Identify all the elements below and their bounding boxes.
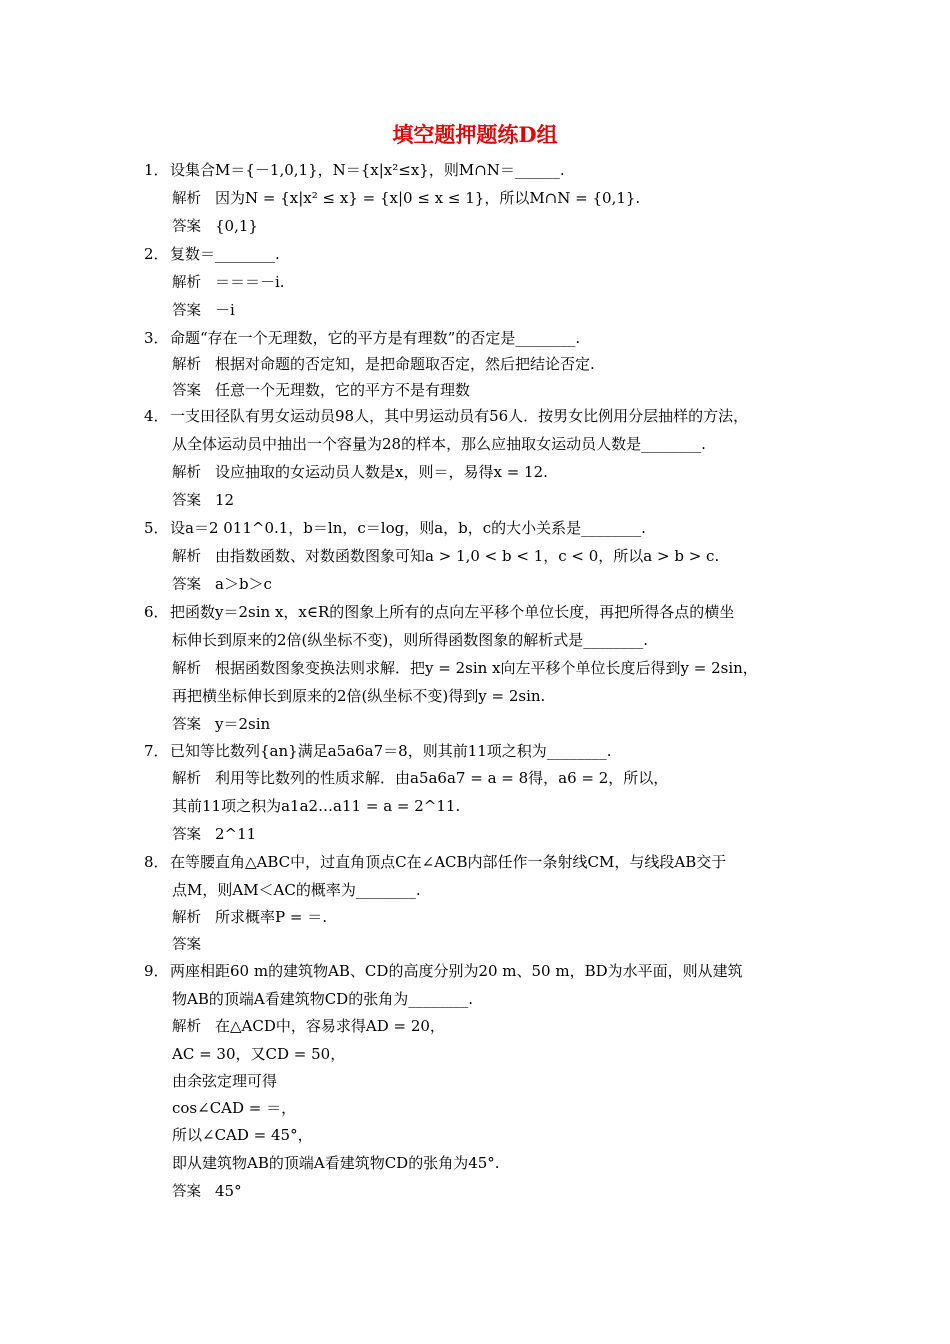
analysis-2 (172, 272, 285, 293)
analysis-text: ＝＝＝－i. (215, 273, 285, 291)
question-number: 9． (144, 962, 169, 980)
question-6-cont (172, 630, 648, 650)
answer-text: {0,1} (215, 217, 258, 235)
analysis-9-line-3 (172, 1071, 277, 1091)
answer-label: 答案 (172, 219, 201, 235)
analysis-9-line-2 (172, 1044, 345, 1064)
question-stem: 复数＝________. (170, 245, 280, 263)
answer-7 (172, 824, 256, 845)
answer-label: 答案 (172, 493, 201, 509)
analysis-label: 解析 (172, 549, 201, 565)
analysis-text-line-6: 即从建筑物AB的顶端A看建筑物CD的张角为45°. (172, 1154, 500, 1172)
answer-text: 12 (215, 491, 235, 509)
question-4 (144, 406, 748, 426)
question-number: 7． (144, 742, 169, 760)
answer-label: 答案 (172, 717, 201, 733)
answer-label: 答案 (172, 1184, 201, 1200)
question-6 (144, 602, 734, 622)
answer-text: y＝2sin (215, 715, 271, 733)
question-stem-line-1: 在等腰直角△ABC中，过直角顶点C在∠ACB内部任作一条射线CM，与线段AB交于 (170, 853, 727, 871)
analysis-7-cont (172, 796, 460, 816)
answer-label: 答案 (172, 577, 201, 593)
answer-1 (172, 216, 258, 237)
analysis-6-cont (172, 686, 545, 706)
analysis-text-line-1: 利用等比数列的性质求解．由a5a6a7 = a = 8得，a6 = 2，所以， (215, 769, 669, 787)
analysis-label: 解析 (172, 275, 201, 291)
analysis-text: 因为N = {x|x² ≤ x} = {x|0 ≤ x ≤ 1}，所以M∩N = {0,1}. (215, 189, 641, 207)
answer-label: 答案 (172, 827, 201, 843)
question-stem: 设a＝2 011^0.1，b＝ln，c＝log，则a，b，c的大小关系是________. (170, 519, 646, 537)
answer-4 (172, 490, 234, 511)
question-1 (144, 160, 565, 180)
question-7 (144, 741, 612, 761)
analysis-7 (172, 768, 668, 789)
question-5 (144, 518, 646, 538)
analysis-9-line-6 (172, 1153, 500, 1173)
question-stem-line-1: 一支田径队有男女运动员98人，其中男运动员有56人．按男女比例用分层抽样的方法， (170, 407, 749, 425)
question-number: 1． (144, 161, 169, 179)
analysis-text-line-2: AC = 30，又CD = 50， (172, 1045, 346, 1063)
analysis-text-line-5: 所以∠CAD = 45°， (172, 1126, 313, 1144)
question-number: 8． (144, 853, 169, 871)
analysis-9-line-5 (172, 1125, 313, 1145)
analysis-4 (172, 462, 548, 483)
question-number: 3． (144, 329, 169, 347)
question-8 (144, 852, 726, 872)
answer-2 (172, 300, 235, 321)
answer-label: 答案 (172, 937, 201, 953)
answer-text: 45° (215, 1182, 242, 1200)
page-title: 填空题押题练D组 (392, 122, 558, 147)
question-stem: 命题“存在一个无理数，它的平方是有理数”的否定是________. (170, 329, 581, 347)
analysis-3 (172, 354, 595, 375)
analysis-label: 解析 (172, 465, 201, 481)
question-stem-line-2: 标伸长到原来的2倍(纵坐标不变)，则所得函数图象的解析式是________. (172, 631, 649, 649)
analysis-text-line-3: 由余弦定理可得 (172, 1072, 278, 1090)
analysis-label: 解析 (172, 191, 201, 207)
analysis-label: 解析 (172, 661, 201, 677)
analysis-label: 解析 (172, 357, 201, 373)
answer-8 (172, 934, 215, 955)
question-2 (144, 244, 280, 264)
analysis-label: 解析 (172, 1019, 201, 1035)
analysis-text-line-2: 其前11项之积为a1a2…a11 = a = 2^11. (172, 797, 461, 815)
question-9 (144, 961, 743, 981)
question-stem-line-2: 点M，则AM＜AC的概率为________. (172, 881, 421, 899)
answer-5 (172, 574, 272, 595)
question-3 (144, 328, 580, 348)
analysis-1 (172, 188, 640, 209)
answer-label: 答案 (172, 383, 201, 399)
analysis-text-line-4: cos∠CAD = ＝， (172, 1099, 297, 1117)
question-stem-line-1: 两座相距60 m的建筑物AB、CD的高度分别为20 m、50 m，BD为水平面，则从建筑 (170, 962, 743, 980)
analysis-text: 所求概率P = ＝. (215, 908, 327, 926)
analysis-5 (172, 546, 719, 567)
question-number: 4． (144, 407, 169, 425)
question-number: 2． (144, 245, 169, 263)
answer-9 (172, 1181, 242, 1202)
answer-text: 任意一个无理数，它的平方不是有理数 (215, 381, 471, 399)
analysis-text: 根据对命题的否定知，是把命题取否定，然后把结论否定. (215, 355, 595, 373)
analysis-text-line-2: 再把横坐标伸长到原来的2倍(纵坐标不变)得到y = 2sin. (172, 687, 546, 705)
analysis-text: 由指数函数、对数函数图象可知a > 1,0 < b < 1，c < 0，所以a > b > c. (215, 547, 720, 565)
analysis-6 (172, 658, 758, 679)
answer-text: a＞b＞c (215, 575, 272, 593)
analysis-8 (172, 907, 327, 928)
question-4-cont (172, 434, 706, 454)
question-9-cont (172, 989, 473, 1009)
analysis-text-line-1: 根据函数图象变换法则求解．把y = 2sin x向左平移个单位长度后得到y = 2sin， (215, 659, 758, 677)
question-stem: 已知等比数列{an}满足a5a6a7＝8，则其前11项之积为________. (170, 742, 612, 760)
analysis-label: 解析 (172, 910, 201, 926)
analysis-9-line-4 (172, 1098, 296, 1118)
question-8-cont (172, 880, 421, 900)
analysis-label: 解析 (172, 771, 201, 787)
question-stem: 设集合M＝{－1,0,1}，N＝{x|x²≤x}，则M∩N＝______. (170, 161, 565, 179)
analysis-text: 设应抽取的女运动员人数是x，则＝，易得x = 12. (215, 463, 548, 481)
answer-text: 2^11 (215, 825, 257, 843)
question-number: 5． (144, 519, 169, 537)
answer-6 (172, 714, 270, 735)
analysis-9 (172, 1016, 445, 1037)
question-stem-line-2: 从全体运动员中抽出一个容量为28的样本，那么应抽取女运动员人数是________. (172, 435, 706, 453)
question-number: 6． (144, 603, 169, 621)
question-stem-line-1: 把函数y＝2sin x，x∈R的图象上所有的点向左平移个单位长度，再把所得各点的横坐 (170, 603, 735, 621)
answer-3 (172, 380, 470, 401)
answer-label: 答案 (172, 303, 201, 319)
question-stem-line-2: 物AB的顶端A看建筑物CD的张角为________. (172, 990, 473, 1008)
analysis-text-line-1: 在△ACD中，容易求得AD = 20， (215, 1017, 445, 1035)
answer-text: －i (215, 301, 235, 319)
